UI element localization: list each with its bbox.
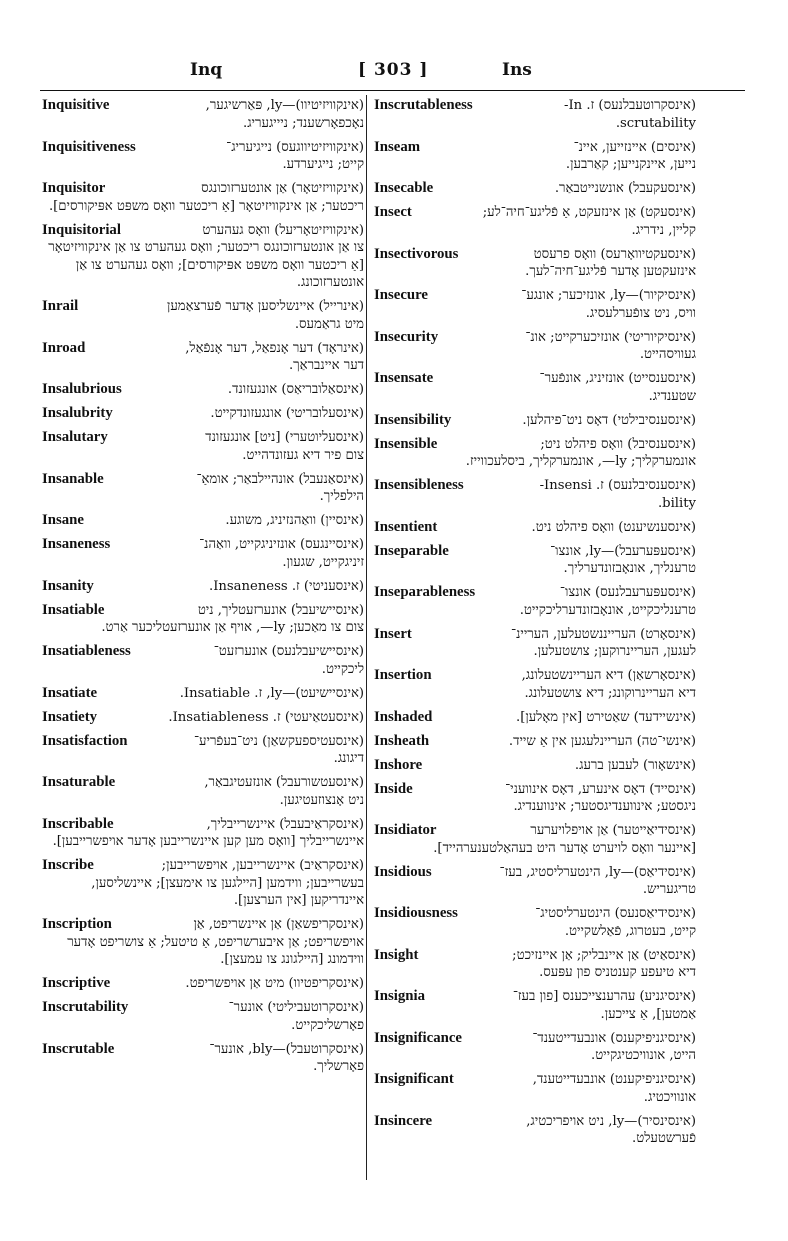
entry-pronunciation-definition: (אינסעטיספעקשאַן) ניט־בעפֿריע־ — [193, 733, 364, 749]
dictionary-entry — [374, 757, 696, 775]
entry-headword: Insatisfaction — [42, 732, 128, 749]
dictionary-entry — [42, 709, 364, 727]
entry-definition-continuation: אַמטען], אַ צייכען. — [600, 1006, 696, 1022]
entry-pronunciation-definition: (אינסעפּערעבלנעס) אונצו־ — [559, 585, 696, 600]
entry-first-line — [374, 733, 696, 751]
entry-first-line — [42, 222, 364, 240]
entry-headword: Inseparable — [374, 542, 449, 559]
entry-headword: Inscrutable — [42, 1040, 115, 1057]
entry-first-line — [374, 757, 696, 775]
dictionary-entry — [42, 733, 364, 768]
dictionary-entry — [42, 381, 364, 399]
entry-headword: Inseam — [374, 138, 421, 155]
entry-headword: Inshaded — [374, 708, 433, 725]
entry-headword: Insatiableness — [42, 643, 131, 659]
entry-definition-continuation: אויפשריפט; אַן איבערשריפט, אַ טיטעל; אַ צושריפט אָדער ווידמונג [היילגונג צו עמעצן]. — [67, 934, 364, 967]
entry-first-line — [42, 816, 364, 834]
entry-pronunciation-definition: (אינסיישיעט)—ly, ז. Insatiable. — [179, 685, 364, 701]
entry-headword: Inscription — [42, 916, 112, 932]
entry-headword: Insignificant — [374, 1071, 454, 1087]
entry-definition-continuation: ניט אָנצוזעטיגען. — [279, 792, 364, 808]
entry-headword: Insecable — [374, 180, 434, 196]
entry-definition-continuation: דיגונג. — [333, 751, 364, 766]
page-number: [ 303 ] — [358, 60, 429, 80]
entry-headword: Insidious — [374, 863, 432, 880]
entry-pronunciation-definition: (אינסעליוטערי) [ניט] אונגעזונד — [205, 430, 364, 445]
dictionary-entry — [42, 512, 364, 530]
entry-headword: Insatiety — [42, 708, 98, 725]
entry-definition-continuation: איינשרייבליך [וואָס מען קען איינשרייבען אָדער אויפשרייבען]. — [52, 834, 364, 849]
dictionary-entry — [42, 602, 364, 637]
entry-headword: Insecure — [374, 287, 428, 303]
entry-pronunciation-definition: (אינראָד) דער אָנפאַל, דער אָנפֿאַל, — [185, 340, 364, 356]
entry-first-line — [374, 709, 696, 727]
dictionary-entry — [374, 1071, 696, 1106]
entry-headword: Insalutary — [42, 429, 108, 445]
entry-pronunciation-definition: (אינסיגניפיקענט) אונבעדייטענד, — [532, 1072, 696, 1087]
entry-first-line — [374, 864, 696, 882]
entry-pronunciation-definition: (אינסענסיבל) וואָס פיהלט ניט; — [540, 436, 696, 452]
dictionary-entry — [42, 1041, 364, 1076]
entry-pronunciation-definition: (אינסקריפטיוו) מיט אַן אויפשריפט. — [185, 976, 364, 991]
entry-first-line — [42, 340, 364, 358]
dictionary-entry — [374, 822, 696, 857]
entry-definition-continuation: קייט, בעטרוג, פֿאַלשקייט. — [564, 923, 696, 939]
column-divider — [366, 95, 367, 1180]
entry-definition-continuation: צו אַן אונטערזוכונגס ריכטער; וואָס געהערט צו אַן אינקוויזיטאָר [אַ ריכטער וואָס משפּט אפּיקורסים]; וואָס געהערט צו אַן אונטערזוכונג. — [48, 240, 364, 290]
entry-headword: Insanity — [42, 577, 94, 594]
entry-first-line — [374, 180, 696, 198]
entry-headword: Insert — [374, 625, 412, 642]
entry-headword: Insignia — [374, 988, 425, 1004]
entry-headword: Insertion — [374, 667, 432, 683]
dictionary-entry — [374, 287, 696, 322]
entry-first-line — [42, 643, 364, 661]
entry-definition-continuation: נאָכפאָרשענד; ניייגעריג. — [243, 115, 364, 131]
entry-pronunciation-definition: (אינסידיאַס)—ly, הינטערליסטיג, בעז־ — [499, 864, 696, 880]
entry-pronunciation-definition: (אינסענסייט) אונזיניג, אונפֿער־ — [539, 371, 696, 386]
dictionary-entry — [42, 429, 364, 464]
entry-first-line — [374, 781, 696, 799]
entry-definition-continuation: קייט; נייגיערדע. — [282, 157, 364, 172]
entry-first-line — [374, 1030, 696, 1048]
entry-headword: Insensibility — [374, 411, 452, 428]
entry-pronunciation-definition: (אינסיקיור)—ly, אונזיכער; אונגע־ — [521, 288, 696, 303]
entry-headword: Insecurity — [374, 328, 439, 345]
dictionary-entry — [374, 412, 696, 430]
entry-first-line — [374, 139, 696, 157]
entry-headword: Insanable — [42, 470, 104, 487]
entry-definition-continuation: פאָרשליך. — [313, 1059, 364, 1074]
entry-first-line — [374, 412, 696, 430]
entry-pronunciation-definition: (אינסאָרט) הערייננשטעלען, העריינ־ — [511, 626, 696, 642]
entry-first-line — [374, 97, 696, 115]
entry-pronunciation-definition: (אינשי־טה) העריינלעגען אין אַ שייד. — [508, 733, 696, 749]
entry-pronunciation-definition: (אינסקראַיב) איינשרייבען, אויפשרייבען; — [161, 858, 364, 873]
dictionary-entry — [42, 857, 364, 910]
entry-first-line — [42, 381, 364, 399]
entry-first-line — [42, 536, 364, 554]
entry-first-line — [42, 999, 364, 1017]
entry-definition-continuation: שטענדיג. — [648, 388, 696, 404]
entry-pronunciation-definition: (אינקוויזיטאָר) אַן אונטערזוכונגס — [201, 181, 364, 196]
dictionary-entry — [374, 139, 696, 174]
entry-first-line — [374, 287, 696, 305]
entry-first-line — [42, 298, 364, 316]
entry-definition-continuation: נייען, איינקנייען; קאַרבען. — [565, 157, 696, 172]
entry-definition-continuation: ריכטער; אַן אינקוויזיטאָר [אַ ריכטער וואָס משפּט אפּיקורסים]. — [48, 198, 364, 214]
dictionary-entry — [374, 329, 696, 364]
entry-first-line — [42, 429, 364, 447]
entry-definition-continuation: טרענליך, אונאָבזונדערליך. — [563, 561, 696, 576]
entry-first-line — [374, 988, 696, 1006]
entry-headword: Inshore — [374, 756, 423, 773]
dictionary-entry — [374, 781, 696, 816]
entry-headword: Insalubrious — [42, 381, 122, 397]
entry-first-line — [374, 436, 696, 454]
entry-headword: Inrail — [42, 298, 79, 314]
entry-headword: Inroad — [42, 339, 86, 356]
dictionary-entry — [42, 685, 364, 703]
entry-first-line — [42, 471, 364, 489]
entry-definition-continuation: bility. — [657, 495, 696, 511]
entry-first-line — [374, 947, 696, 965]
entry-pronunciation-definition: (אינסיישיעבלנעס) אונערזעט־ — [213, 644, 364, 659]
entry-first-line — [374, 370, 696, 388]
entry-first-line — [374, 905, 696, 923]
entry-definition-continuation: [איינער וואָס לויערט אָדער היט בעהאַלטענערהייד]. — [433, 840, 696, 856]
entry-pronunciation-definition: (אינסקרוטעביליטי) אונער־ — [228, 1000, 364, 1015]
entry-pronunciation-definition: (אינסאַנעבל) אונהיילבאַר; אומאַ־ — [196, 471, 364, 487]
entry-headword: Insidiousness — [374, 905, 458, 921]
entry-headword: Insane — [42, 512, 84, 528]
entry-definition-continuation: דיא טיעפע קענטניס פון עפּעס. — [539, 965, 696, 980]
entry-definition-continuation: מיט גראַמעס. — [294, 316, 364, 332]
entry-definition-continuation: פאָרשליכקייט. — [291, 1017, 364, 1033]
entry-headword: Inscribe — [42, 857, 94, 873]
entry-headword: Insensible — [374, 435, 438, 452]
dictionary-entry — [42, 999, 364, 1034]
entry-headword: Insincere — [374, 1112, 433, 1129]
entry-pronunciation-definition: (אינסיינגעס) אונזיניגקייט, וואַהנ־ — [199, 537, 364, 552]
entry-definition-continuation: טרענליכקייט, אונאָבזונדערליכקייט. — [519, 602, 696, 618]
dictionary-entry — [374, 370, 696, 405]
entry-pronunciation-definition: (אינסאַלובריאַס) אונגעזונד. — [227, 382, 364, 397]
dictionary-entry — [374, 97, 696, 132]
entry-pronunciation-definition: (אינסעלובריטי) אונגעזונדקייט. — [210, 406, 364, 421]
header-right-guideword: Ins — [502, 60, 532, 80]
dictionary-entry — [42, 916, 364, 969]
entry-pronunciation-definition: (אינסעניטי) ז. Insaneness. — [208, 578, 364, 594]
entry-pronunciation-definition: (אינסקרוטעבלנעס) ז. In- — [564, 98, 696, 113]
entry-pronunciation-definition: (אינסענסיבלנעס) ז. Insensi- — [539, 478, 696, 493]
dictionary-entry — [374, 477, 696, 512]
entry-headword: Insignificance — [374, 1029, 462, 1046]
dictionary-entry — [374, 709, 696, 727]
dictionary-entry — [42, 536, 364, 571]
entry-first-line — [42, 602, 364, 620]
entry-headword: Inseparableness — [374, 584, 476, 600]
dictionary-entry — [374, 864, 696, 899]
entry-pronunciation-definition: (אינרייל) איינשליסען אָדער פֿערצאַמען — [166, 299, 364, 314]
dictionary-entry — [374, 584, 696, 619]
entry-headword: Insaneness — [42, 536, 111, 552]
entry-definition-continuation: צום פיר דיא געזונדהייט. — [242, 447, 364, 463]
entry-first-line — [42, 685, 364, 703]
dictionary-entry — [374, 733, 696, 751]
entry-pronunciation-definition: (אינסיגניפיקענס) אונבעדייטענד־ — [532, 1030, 696, 1046]
entry-definition-continuation: פֿערשטעלט. — [632, 1131, 696, 1146]
entry-pronunciation-definition: (אינסייד) דאָס אינערע, דאָס אינוועני־ — [505, 781, 696, 797]
entry-headword: Insight — [374, 946, 419, 963]
entry-definition-continuation: דער איינבראַך. — [288, 358, 364, 373]
header-left-guideword: Inq — [190, 60, 223, 80]
entry-first-line — [42, 709, 364, 727]
entry-pronunciation-definition: (אינסקרוטעבל)—bly, אונער־ — [209, 1041, 364, 1057]
dictionary-entry — [374, 905, 696, 940]
entry-first-line — [42, 857, 364, 875]
entry-first-line — [374, 246, 696, 264]
entry-headword: Inquisitor — [42, 180, 106, 196]
entry-first-line — [42, 975, 364, 993]
dictionary-entry — [374, 626, 696, 661]
dictionary-entry — [374, 246, 696, 281]
entry-definition-continuation: לעגען, העריינרוקען; צושטעלען. — [533, 644, 696, 659]
dictionary-entry — [374, 436, 696, 471]
entry-pronunciation-definition: (אינשיידעד) שאַטירט [אין מאָלען]. — [516, 709, 696, 725]
entry-headword: Insensibleness — [374, 477, 464, 493]
entry-first-line — [374, 477, 696, 495]
entry-definition-continuation: זיניגקייט, שגעון. — [282, 554, 364, 570]
entry-pronunciation-definition: (אינסים) איינזייען, איינ־ — [573, 139, 696, 155]
dictionary-entry — [42, 222, 364, 292]
entry-first-line — [42, 774, 364, 792]
entry-pronunciation-definition: (אינסעטשורעבל) אונזעטיגבאַר, — [204, 775, 364, 790]
entry-pronunciation-definition: (אינסאַיט) אַן איינבליק; אַן איינזיכט; — [512, 947, 696, 963]
entry-headword: Inscriptive — [42, 975, 111, 991]
entry-headword: Inquisitive — [42, 97, 110, 113]
entry-pronunciation-definition: (אינסיקיוריטי) אונזיכערקייט; אונ־ — [525, 329, 696, 345]
entry-definition-continuation: scrutability. — [615, 115, 696, 131]
dictionary-entry — [374, 988, 696, 1023]
entry-headword: Insectivorous — [374, 245, 459, 262]
left-column — [42, 97, 364, 1192]
entry-pronunciation-definition: (אינשאָור) לעבען ברעג. — [574, 757, 696, 773]
dictionary-entry — [374, 543, 696, 578]
entry-headword: Inside — [374, 780, 413, 797]
dictionary-entry — [374, 204, 696, 239]
dictionary-entry — [42, 405, 364, 423]
entry-headword: Insentient — [374, 518, 438, 535]
dictionary-entry — [42, 97, 364, 132]
entry-headword: Insalubrity — [42, 405, 113, 421]
entry-pronunciation-definition: (אינסענסיבילטי) דאָס ניט־פיהלען. — [522, 412, 696, 428]
entry-first-line — [374, 667, 696, 685]
entry-first-line — [374, 519, 696, 537]
entry-pronunciation-definition: (אינסידיאַייטער) אַן אויפלויערער — [530, 823, 696, 838]
entry-first-line — [42, 180, 364, 198]
dictionary-entry — [42, 340, 364, 375]
entry-definition-continuation: הילפליך. — [319, 489, 364, 504]
entry-pronunciation-definition: (אינסינסיר)—ly, ניט אויפריכטיג, — [526, 1113, 696, 1129]
entry-definition-continuation: צום צו מאַכען; ly—, אויף אַן אונערזעטליכער אַרט. — [101, 620, 364, 635]
entry-pronunciation-definition: (אינסקריפשאַן) אַן איינשריפט, אַן — [193, 917, 364, 932]
entry-first-line — [42, 97, 364, 115]
dictionary-entry — [374, 947, 696, 982]
entry-headword: Insheath — [374, 732, 430, 749]
entry-headword: Inscrutableness — [374, 97, 473, 113]
dictionary-entry — [374, 519, 696, 537]
page-header — [40, 52, 740, 88]
entry-definition-continuation: טריגעריש. — [642, 882, 696, 897]
entry-pronunciation-definition: (אינסאָרשאַן) דיא העריינשטעלונג, — [521, 668, 696, 683]
entry-pronunciation-definition: (אינסיין) וואַהנזיניג, משוגע. — [225, 513, 364, 528]
dictionary-entry — [42, 139, 364, 174]
dictionary-entry — [42, 643, 364, 678]
entry-pronunciation-definition: (אינסיישיעבל) אונערזעטליך, ניט — [197, 602, 364, 618]
entry-definition-continuation: בעשרייבען; ווידמען [היילגען צו אימעצן]; איינשליסען, איינדריקען [אין הערצען]. — [91, 875, 364, 908]
entry-first-line — [374, 584, 696, 602]
entry-pronunciation-definition: (אינסעקעבל) אונשנייטבאַר. — [554, 181, 696, 196]
entry-headword: Insatiable — [42, 601, 105, 618]
entry-headword: Insidiator — [374, 822, 437, 838]
entry-pronunciation-definition: (אינסקראַיבעבל) איינשרייבליך, — [206, 816, 364, 832]
entry-first-line — [374, 1071, 696, 1089]
dictionary-entry — [374, 1113, 696, 1148]
entry-first-line — [374, 204, 696, 222]
entry-first-line — [374, 822, 696, 840]
entry-first-line — [42, 916, 364, 934]
entry-definition-continuation: דיא העריינרוקונג; דיא צושטעלונג. — [524, 685, 696, 701]
dictionary-entry — [42, 298, 364, 333]
entry-headword: Inquisitorial — [42, 221, 121, 238]
entry-first-line — [374, 543, 696, 561]
entry-first-line — [374, 1113, 696, 1131]
entry-headword: Inscribable — [42, 815, 114, 832]
dictionary-entry — [42, 180, 364, 215]
entry-definition-continuation: ליכקייט. — [321, 661, 364, 677]
entry-first-line — [42, 512, 364, 530]
dictionary-entry — [374, 180, 696, 198]
entry-pronunciation-definition: (אינסעפּערעבל)—ly, אונצו־ — [550, 543, 696, 559]
entry-pronunciation-definition: (אינסיגניע) עהרענצייכענס [פון בעז־ — [512, 989, 696, 1004]
entry-definition-continuation: וויס, ניט צופֿערלעסיג. — [585, 305, 696, 321]
entry-headword: Insensate — [374, 370, 434, 386]
entry-headword: Insaturable — [42, 774, 116, 790]
dictionary-entry — [42, 975, 364, 993]
dictionary-entry — [42, 471, 364, 506]
entry-first-line — [374, 329, 696, 347]
entry-definition-continuation: אינזעקטען אָדער פֿליגע־חיה־לעך. — [525, 264, 696, 279]
dictionary-entry — [42, 816, 364, 851]
entry-definition-continuation: אונמערקליך; ly—, אונמערקליך, ביסלעכווייז. — [465, 454, 696, 469]
entry-pronunciation-definition: (אינסידיאַסנעס) הינטערליסטיג־ — [535, 906, 696, 921]
entry-headword: Inquisitiveness — [42, 138, 136, 155]
entry-headword: Insatiate — [42, 684, 98, 701]
entry-pronunciation-definition: (אינסעטאַיעטי) ז. Insatiableness. — [168, 709, 364, 725]
entry-first-line — [42, 578, 364, 596]
entry-definition-continuation: קליין, נידריג. — [631, 222, 696, 238]
entry-pronunciation-definition: (אינקוויזיטיוו)—ly, פּאַרשיגער, — [205, 98, 364, 113]
entry-first-line — [42, 405, 364, 423]
header-rule — [40, 90, 745, 91]
dictionary-entry — [374, 667, 696, 702]
entry-definition-continuation: ניגסטע; אינווענדיגסטער; אינווענדיג. — [513, 799, 696, 814]
dictionary-entry — [42, 774, 364, 809]
entry-pronunciation-definition: (אינקוויזיטאָריעל) וואָס געהערט — [202, 222, 364, 238]
entry-pronunciation-definition: (אינקוויזיטיווגעס) נייגיעריג־ — [226, 139, 364, 155]
entry-pronunciation-definition: (אינסעקטיוואָרעס) וואָס פרעסט — [533, 246, 696, 262]
right-column — [374, 97, 696, 1192]
entry-definition-continuation: געוויסהייט. — [639, 347, 696, 362]
entry-headword: Insect — [374, 204, 412, 220]
entry-first-line — [42, 1041, 364, 1059]
entry-first-line — [374, 626, 696, 644]
entry-definition-continuation: הייט, אונוויכטיגקייט. — [591, 1048, 696, 1063]
entry-pronunciation-definition: (אינסענשיענט) וואָס פיהלט ניט. — [531, 519, 696, 535]
dictionary-entry — [42, 578, 364, 596]
entry-pronunciation-definition: (אינסעקט) אַן אינזעקט, אַ פֿליגע־חיה־לע; — [482, 205, 696, 220]
dictionary-entry — [374, 1030, 696, 1065]
entry-first-line — [42, 139, 364, 157]
entry-definition-continuation: אונוויכטיג. — [643, 1089, 696, 1105]
entry-headword: Inscrutability — [42, 999, 129, 1015]
entry-first-line — [42, 733, 364, 751]
